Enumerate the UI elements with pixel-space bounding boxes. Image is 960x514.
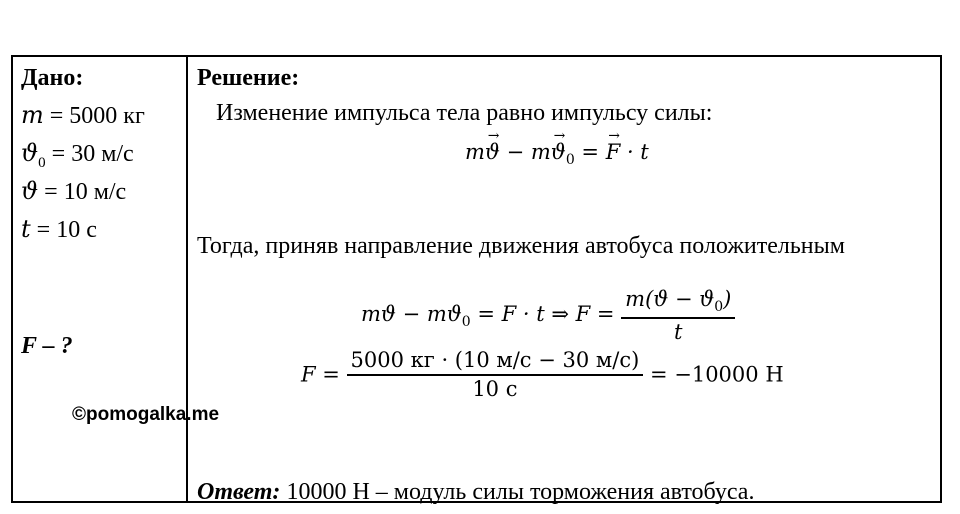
given-final-speed: ϑ = 10 м/с	[21, 177, 127, 205]
solution-table	[11, 55, 942, 503]
answer-label: Ответ:	[197, 479, 281, 505]
answer-text: 10000 Н – модуль силы торможения автобуса.	[280, 479, 755, 505]
find-force: F – ?	[21, 333, 73, 359]
numeric-formula: F = $\frac{5000 кг \cdot (10 м/с - 30 м/с)}{10 с}$ = −10000 Н	[301, 348, 784, 401]
direction-text: Тогда, приняв направление движения автобуса положительным	[197, 233, 845, 259]
given-header: Дано:	[21, 65, 84, 91]
given-mass: m = 5000 кг	[21, 101, 145, 129]
solution-header: Решение:	[197, 65, 300, 91]
given-initial-speed: $ϑ_0 = 30$ м/с	[21, 139, 134, 171]
column-divider	[186, 57, 188, 501]
intro-text: Изменение импульса тела равно импульсу силы:	[216, 100, 713, 126]
impulse-formula: mϑ → − $mϑ \to_0 = F$ → · t	[465, 142, 649, 167]
given-time: t = 10 с	[21, 215, 97, 243]
watermark: ©pomogalka.me	[72, 404, 220, 425]
answer-line	[197, 480, 754, 504]
derivation-formula: $mϑ - mϑ_0 = F \cdot t$ ⇒ F = $\frac{m(ϑ - ϑ_0)}{t}$	[361, 289, 735, 343]
